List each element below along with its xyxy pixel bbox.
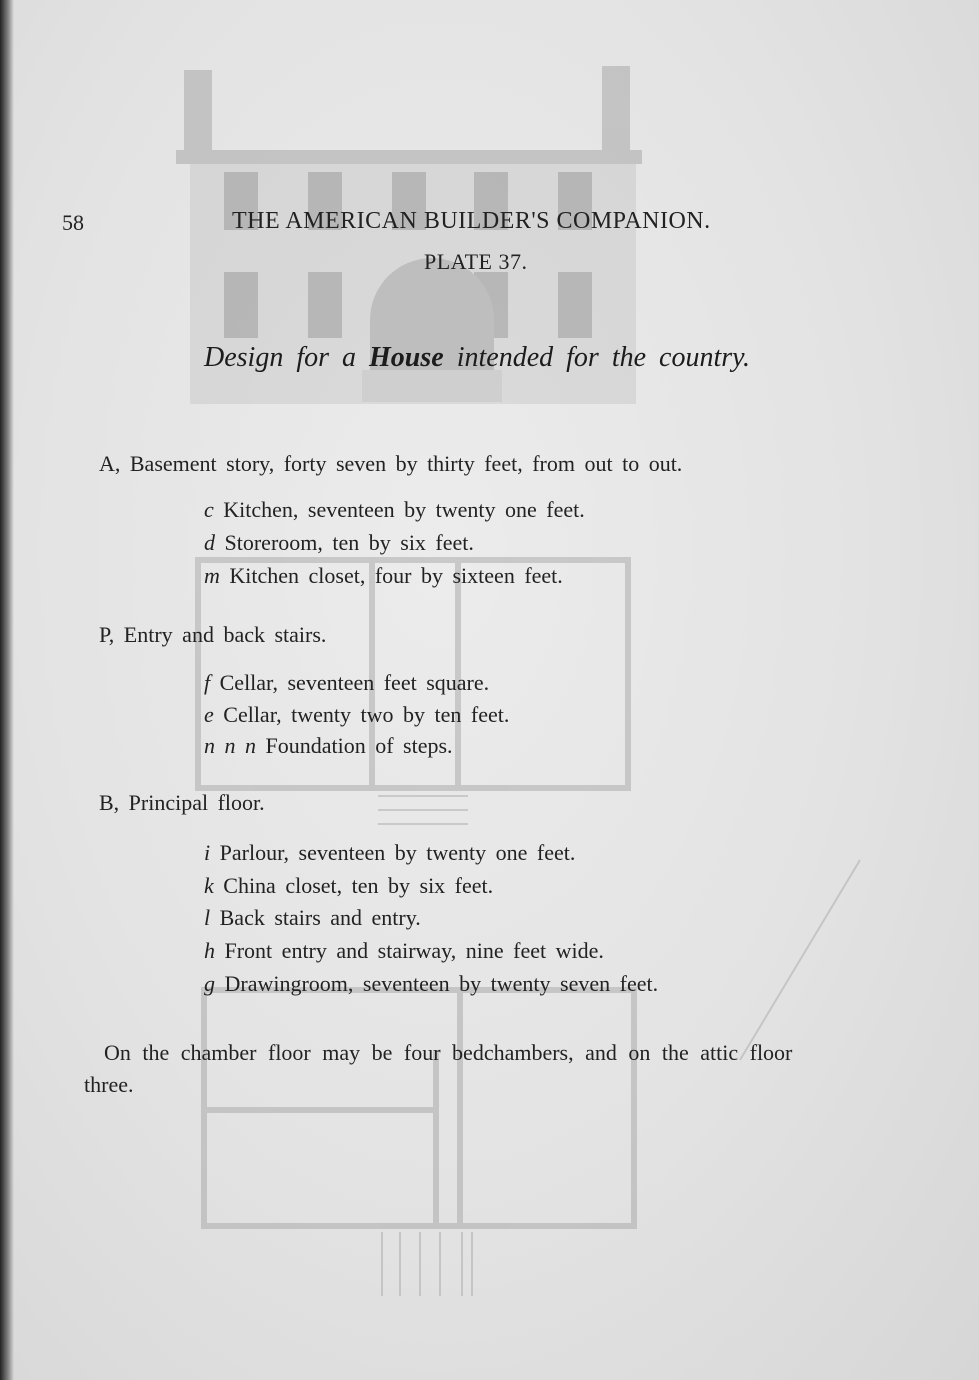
item-text: Foundation of steps. bbox=[256, 733, 453, 758]
basement-heading: A, Basement story, forty seven by thirty feet, from out to out. bbox=[99, 451, 683, 476]
item-key: l bbox=[204, 905, 211, 930]
basement-item-closet bbox=[204, 563, 563, 589]
plate-title: PLATE 37. bbox=[424, 249, 528, 274]
principal-item-china-closet bbox=[204, 873, 493, 899]
principal-item-drawingroom bbox=[204, 971, 658, 997]
design-word: for bbox=[296, 342, 330, 373]
item-text: Kitchen, seventeen by twenty one feet. bbox=[213, 497, 585, 522]
page-number: 58 bbox=[62, 210, 84, 235]
design-title bbox=[204, 342, 750, 374]
closing-line-2: three. bbox=[84, 1072, 134, 1097]
item-key: e bbox=[204, 702, 214, 727]
entry-item-steps bbox=[204, 733, 453, 759]
item-key: k bbox=[204, 873, 214, 898]
design-word: House bbox=[369, 342, 444, 373]
item-key: m bbox=[204, 563, 220, 588]
design-word: a bbox=[342, 342, 357, 373]
item-key: g bbox=[204, 971, 215, 996]
running-title: THE AMERICAN BUILDER'S COMPANION. bbox=[232, 208, 711, 234]
design-word: the bbox=[611, 342, 647, 373]
item-text: China closet, ten by six feet. bbox=[213, 873, 494, 898]
running-head bbox=[0, 104, 979, 235]
basement-item-storeroom bbox=[204, 530, 474, 556]
item-key: i bbox=[204, 840, 211, 865]
design-word: Design bbox=[204, 342, 284, 373]
entry-item-cellar-f bbox=[204, 670, 489, 696]
principal-heading: B, Principal floor. bbox=[99, 790, 265, 815]
item-key: d bbox=[204, 530, 215, 555]
item-text: Parlour, seventeen by twenty one feet. bbox=[210, 840, 576, 865]
design-word: country. bbox=[659, 342, 751, 373]
item-text: Cellar, twenty two by ten feet. bbox=[213, 702, 510, 727]
item-key: h bbox=[204, 938, 215, 963]
item-text: Cellar, seventeen feet square. bbox=[210, 670, 490, 695]
closing-line-1: On the chamber floor may be four bedchambers, and on the attic floor bbox=[104, 1040, 793, 1065]
item-key: f bbox=[204, 670, 211, 695]
item-text: Kitchen closet, four by sixteen feet. bbox=[219, 563, 563, 588]
item-text: Storeroom, ten by six feet. bbox=[215, 530, 474, 555]
item-text: Drawingroom, seventeen by twenty seven feet. bbox=[215, 971, 659, 996]
principal-item-front-entry bbox=[204, 938, 604, 964]
item-text: Back stairs and entry. bbox=[210, 905, 421, 930]
item-key: c bbox=[204, 497, 214, 522]
design-word: intended bbox=[456, 342, 554, 373]
basement-item-kitchen bbox=[204, 497, 585, 523]
design-word: for bbox=[566, 342, 599, 373]
item-text: Front entry and stairway, nine feet wide. bbox=[215, 938, 604, 963]
item-key: n n n bbox=[204, 733, 256, 758]
entry-item-cellar-e bbox=[204, 702, 509, 728]
principal-item-parlour bbox=[204, 840, 575, 866]
entry-heading: P, Entry and back stairs. bbox=[99, 622, 327, 647]
principal-item-back-stairs bbox=[204, 905, 421, 931]
